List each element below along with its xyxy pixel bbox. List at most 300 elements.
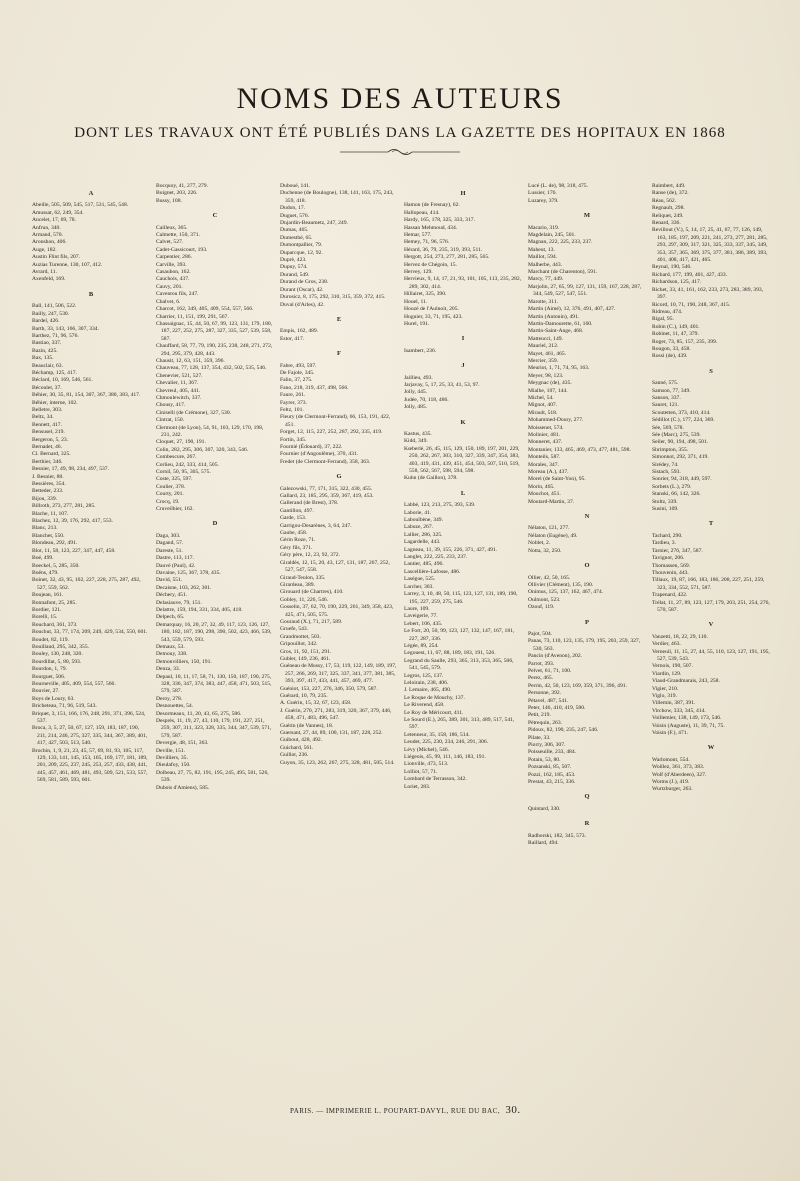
author-entry: Susini, 109. [652,506,679,513]
author-entry: Delattre, 159, 194, 331, 334, 405, 418. [156,606,243,613]
author-entry: Mialhe, 107, 144. [528,387,568,394]
author-entry: Bouillaud, 295, 342, 355. [32,643,90,650]
author-entry: Légée, 89, 254. [404,642,439,649]
author-entry: Hérard, 36, 79, 235, 319, 393, 511. [404,246,483,253]
author-entry: Bastiao, 337. [32,340,62,347]
author-entry: Nélaton (Eugène), 49. [528,532,578,539]
author-entry: Woillez, 361, 373, 383. [652,764,705,771]
author-entry: Girouard (de Chartres), 410. [280,589,344,596]
author-entry: Rossi (de), 439. [652,353,688,360]
author-entry: Charrier, 11, 151, 199, 291, 567. [156,313,229,320]
author-entry: Pancin (d'Avenon), 202. [528,653,583,660]
section-letter: F [337,350,341,358]
author-entry: Fredet (de Clermont-Ferrand), 358, 363. [280,458,371,465]
author-entry: Perrin, 42, 50, 123, 169, 359, 371, 396, 491. [528,682,627,689]
author-entry: Gubler, 149, 236, 461. [280,655,331,662]
author-entry: Garde, 153. [280,515,307,522]
author-entry: Béchamp, 125, 417. [32,369,77,376]
author-entry: Moutard-Martin, 37. [528,498,575,505]
author-entry: Demonvilliers, 150, 191. [156,658,212,665]
author-entry: Denza, 33. [156,666,181,673]
author-entry: Guersant, 27, 44, 89, 100, 131, 187, 228, 252. [280,730,383,737]
author-entry: Delpech, 65. [156,614,185,621]
author-entry: Berthier, 346. [32,458,63,465]
author-entry: Gosselin, 37, 62, 70, 190, 229, 261, 349, 358, 423, 425, 471, 505, 575. [280,604,394,618]
author-entry: Roger, 73, 85, 157, 235, 399. [652,338,718,345]
author-entry: Letenneur, 35, 158, 186, 514. [404,731,470,738]
author-entry: Larcher, 303. [404,583,434,590]
author-entry: Jaillieu, 493. [404,374,433,381]
author-entry: Langlet, 222, 225, 233, 237. [404,554,468,561]
author-entry: Warlomont, 554. [652,756,690,763]
author-entry: Guibout, 428, 492. [280,737,323,744]
author-entry: Austin Flint fils, 207. [32,254,81,261]
section-letter: P [585,618,589,626]
author-entry: Hervez de Chégoin, 15. [404,261,457,268]
author-entry: De Fajole, 345. [280,369,315,376]
author-entry: Raillard, 494. [528,840,559,847]
author-entry: Wolf (d'Aberdeen), 327. [652,771,707,778]
author-entry: Amussat, 62, 249, 354. [32,209,84,216]
author-entry: Beltz, 34. [32,414,54,421]
author-entry: Revillout (V.), 5, 14, 17, 25, 41, 67, 77, 126, 149, 163, 185, 197, 209, 221, 241, 273, 277, 281, 285, 293, 297, 309, 317, 321, 325, 333, 337, 345, 349, 353, 357, 365, 369, 375, 377, 381, 386, 389, 393, 401, 408, 417, 421, 465. [652,227,768,264]
author-entry: Ranse (de), 372. [652,190,689,197]
author-entry: Fournier (d'Angoulême), 370, 431. [280,451,359,458]
author-entry: Dieulafoy, 150. [156,762,191,769]
author-entry: Hervey, 129. [404,269,433,276]
author-entry: Vanzetti, 18, 22, 29, 110. [652,633,708,640]
author-entry: Blondeau, 292, 491. [32,540,78,547]
author-entry: Mercier, 359. [528,357,559,364]
author-entry: Coste, 325, 597. [156,476,193,483]
author-entry: Cauvy, 201. [156,283,183,290]
author-entry: Géry fils, 371. [280,544,313,551]
author-entry: Garrigou-Desarènes, 3, 64, 247. [280,522,352,529]
author-entry: Pidoux, 82, 190, 235, 247, 546. [528,727,599,734]
author-entry: Regnault, 298. [652,205,685,212]
author-entry: Noblet, 2. [528,540,551,547]
author-entry: Marchant (de Charenton), 591. [528,269,598,276]
author-entry: Gérin Roze, 71. [280,537,316,544]
author-entry: Marjolin, 27, 65, 99, 127, 131, 159, 167, 228, 287, 344, 549, 527, 547, 551. [528,283,642,298]
author-index [32,183,770,1103]
author-entry: Sédillot (C.), 177, 224, 369. [652,417,715,424]
author-entry: Seiler, 90, 194, 498, 501. [652,439,709,446]
author-entry: Bernadet, 46. [32,444,62,450]
author-entry: Maheut, 13. [528,246,555,253]
ornament-divider [340,146,460,158]
author-entry: Mirault, 518. [528,409,558,416]
author-entry: Beauclair, 63. [32,362,63,369]
index-column [280,183,398,1103]
author-entry: Colin, 282, 295, 306, 307, 320, 343, 546. [156,446,249,453]
author-entry: Desormeaux, 11, 20, 43, 65, 275, 586. [156,710,242,717]
author-entry: Personne, 392. [528,690,562,697]
author-entry: Gripouillot, 342. [280,641,318,648]
author-entry: Guillot, 236. [280,752,309,759]
section-letter: B [88,290,94,298]
author-entry: Bordier, 121. [32,606,62,613]
author-entry: Hergott, 254, 273, 277, 281, 285, 565. [404,254,490,261]
author-entry: Chevreul, 405, 441. [156,387,201,394]
author-entry: Viglo, 319. [652,693,677,699]
author-entry: Robin (C.), 149, 401. [652,323,700,330]
author-entry: Hemar, 577. [404,232,432,239]
author-entry: Monneret, 437. [528,439,563,446]
author-entry: Guérin (de Vannes), 18. [280,722,334,729]
author-entry: Hemey, 71, 96, 576. [404,239,450,246]
author-entry: Béhier, 30, 35, 81, 154, 307, 367, 380, 383, 417. [32,392,141,399]
author-entry: Bouley, 130, 248, 320. [32,651,83,658]
author-entry: Moreau (A.), 437. [528,469,569,476]
index-column [32,183,150,1103]
author-entry: Magdelain, 245, 501. [528,232,576,239]
author-entry: Bailly, 247, 530. [32,310,70,317]
author-entry: Jarjavay, 5, 17, 25, 33, 41, 53, 97. [404,381,480,388]
author-entry: Pelvet, 61, 71, 100. [528,667,572,674]
author-entry: Carpentier, 286. [156,254,192,261]
author-entry: Depaul, 10, 11, 17, 58, 71, 130, 150, 187, 190, 275, 328, 336, 347, 374, 383, 447, 458, 471, 503, 515, 579, 587. [156,673,272,695]
author-entry: Raimbert, 449. [652,183,686,189]
author-entry: Laure, 109. [404,605,430,612]
author-entry: Houzé de l'Aulnoit, 205. [404,306,459,313]
author-entry: Duprè, 423. [280,257,307,264]
author-entry: Peter, 146, 410, 419, 580. [528,705,586,711]
author-entry: Meyer, 98, 123. [528,372,564,379]
author-entry: Crocq, 19. [156,498,180,505]
author-entry: Kidd, 349. [404,438,428,445]
author-entry: Lascellière-Lafosse, 486. [404,568,461,575]
author-entry: Voisin (Auguste), 11, 39, 71, 75. [652,722,725,729]
author-entry: Dupuy, 574. [280,264,308,271]
author-entry: Rougon, 33, 458. [652,345,691,352]
author-entry: Calmette, 150, 371. [156,232,200,239]
author-entry: Bricheteau, 71, 96, 519, 543. [32,703,97,710]
author-entry: Réau, 562. [652,197,677,204]
author-entry: Luzarey, 379. [528,197,559,204]
author-entry: Voisin (F.), 471. [652,730,688,737]
author-entry: Magnan, 222, 225, 233, 237. [528,239,593,246]
author-entry: Dudon, 17. [280,205,306,212]
author-entry: Ball, 141, 506, 522. [32,303,77,310]
page-number: 30. [505,1104,521,1116]
author-entry: Verdier, 463. [652,641,681,648]
section-letter: A [88,190,94,197]
author-entry: Hallopeau, 414. [404,209,440,216]
author-entry: Pilate, 33. [528,734,551,741]
author-entry: Lolliot, 57, 71. [404,768,438,775]
author-entry: J. Lemaire, 465, 490. [404,687,452,694]
author-entry: Notta, 32, 250. [528,547,562,554]
author-entry: Reliquet, 249. [652,212,684,219]
author-entry: Legros, 125, 137. [404,672,444,679]
author-entry: Mouchot, 451. [528,491,561,498]
author-entry: J. Guérin, 270, 271, 283, 319, 320, 367, 379, 446, 458, 471, 483, 496, 547. [280,707,392,722]
author-entry: Chausit, 12, 63, 151, 359, 396. [156,357,225,364]
author-entry: Sée, 569, 578. [652,424,684,431]
author-entry: Gruefe, 543. [280,626,309,633]
author-entry: Leloirain, 238, 406. [404,679,449,686]
page-subtitle: DONT LES TRAVAUX ONT ÉTÉ PUBLIÉS DANS LA GAZETTE DES HOPITAUX EN 1868 [74,125,726,141]
author-entry: Quintard, 330. [528,805,561,812]
author-entry: Bax, 135. [32,355,54,362]
author-entry: Broca, 3, 5, 27, 50, 67, 127, 159, 183, 187, 190, 211, 214, 246, 275, 327, 335, 344, 367, 389, 401, 417, 427, 503, 513, 540. [32,725,148,747]
author-entry: Forget, 12, 115, 227, 252, 287, 292, 335, 419. [280,429,383,436]
author-entry: Cailleux, 365. [156,224,188,231]
author-entry: Combescure, 267. [156,454,197,461]
author-entry: Borelli, 15. [32,614,58,621]
author-entry: Lionville, 473, 513. [404,761,449,768]
author-entry: Bourguet, 506. [32,673,66,680]
author-entry: Villemin, 387, 391. [652,700,696,707]
author-entry: Liégeois, 45, 99, 111, 146, 183, 191. [404,754,486,761]
author-entry: Cl. Bernard, 325. [32,451,71,458]
author-entry: Leudet, 225, 230, 234, 246, 291, 306. [404,739,489,746]
author-entry: Guichard, 561. [280,744,314,751]
author-entry: Pétrequin, 263. [528,719,563,726]
author-entry: Rigal, 95. [652,316,674,323]
author-entry: Wurtzburger, 263. [652,786,693,793]
author-entry: Bennett, 417. [32,421,62,428]
section-letter: R [584,820,590,828]
author-entry: Gallard, 23, 185, 295, 359, 367, 419, 453. [280,493,374,500]
author-entry: Parrot, 393. [528,660,555,667]
author-entry: Dumas, 465. [280,227,309,234]
author-entry: Casaubon, 162. [156,269,191,276]
author-entry: Carville, 393. [156,261,187,268]
author-entry: Montanier, 133, 465, 469, 473, 477, 481, 598. [528,446,631,453]
author-entry: Martin-Damourette, 61, 160. [528,320,593,327]
author-entry: Laborie, 41. [404,509,432,516]
author-entry: Poisseuille, 233, 484. [528,749,577,756]
index-column [404,183,522,1103]
author-entry: Béhier, interne, 102. [32,399,78,406]
author-entry: Bourdon, 1, 79. [32,666,67,673]
author-entry: Deroy, 278. [156,695,183,702]
author-entry: Ozouf, 119. [528,604,555,611]
author-entry: Bouvier, 27. [32,688,60,695]
author-entry: Bussy, 108. [156,197,182,204]
author-entry: Samson, 77, 349. [652,387,691,394]
author-entry: Chenevier, 521, 527. [156,372,203,379]
author-entry: Blachez, 12, 39, 176, 292, 417, 553. [32,518,113,525]
author-entry: Perez, 465. [528,675,554,682]
author-entry: Prestat, 43, 215, 336. [528,779,576,786]
section-letter: V [708,621,714,629]
author-entry: Boys de Loury, 63. [32,695,75,702]
author-entry: Voillemier, 138, 149, 173, 546. [652,715,722,722]
author-entry: Ridreau, 474. [652,308,683,315]
author-entry: Bensusel, 219. [32,429,65,436]
author-entry: Jolly, 485. [404,404,428,411]
author-entry: Marcy, 77, 449. [528,276,564,283]
author-entry: Le Fort, 20, 50, 99, 123, 127, 132, 147, 167, 181, 227, 287, 336. [404,628,515,642]
author-entry: Daga, 303. [156,532,181,539]
author-entry: Stanski, 66, 142, 326. [652,491,701,498]
author-entry: Abeille, 505, 509, 545, 517, 531, 545, 548. [32,202,129,209]
author-entry: Pozsanski, 85, 507. [528,764,572,771]
author-entry: Cornil, 50, 95, 305, 575. [156,469,211,476]
author-entry: Sonrier, 94, 318, 449, 597. [652,476,712,483]
section-letter: L [460,489,466,497]
author-entry: Ricord, 10, 71, 190, 248, 367, 415. [652,301,731,308]
author-entry: Chauveau, 77, 128, 137, 354, 432, 502, 535, 546. [156,365,267,372]
author-entry: Davaine, 125, 367, 378, 435. [156,569,221,576]
author-entry: Bardel, 426. [32,318,60,325]
author-entry: Clermont (de Lyon), 54, 91, 103, 129, 170, 198, 231, 242. [156,424,264,438]
section-letter: S [709,367,713,375]
author-entry: Mohammed-Doury, 277. [528,417,584,424]
author-entry: Guéniot, 153, 227, 276, 346, 350, 579, 587. [280,685,378,692]
author-entry: Boé, 499. [32,555,54,562]
author-entry: Déchery, 451. [156,592,188,599]
author-entry: Morel (de Saint-Yon), 95. [528,476,586,483]
author-entry: Sorbets (L.), 279. [652,483,692,490]
author-entry: Coulier, 378. [156,483,186,490]
author-entry: Laveigerie, 77. [404,613,438,620]
index-column [652,183,770,1103]
author-entry: Bonnafont, 25, 285. [32,599,77,606]
author-entry: Matteucci, 149. [528,335,563,342]
author-entry: Malherbe, 443. [528,261,563,268]
author-entry: Dagand, 57. [156,540,184,547]
author-entry: Bouchut, 33, 77, 174, 209, 249, 429, 534, 550, 601. [32,629,148,636]
author-entry: Bouchard, 361, 373. [32,621,78,628]
author-entry: Morales, 347. [528,461,559,468]
author-entry: Jolly, 445. [404,389,428,396]
author-entry: Billroth, 273, 277, 281, 285. [32,503,96,510]
author-entry: Onimus, 125, 137, 162, 467, 474. [528,589,604,596]
author-entry: Worms (J.), 419. [652,779,690,786]
author-entry: Sistach, 593. [652,469,681,476]
author-entry: Galezowski, 77, 171, 315, 322, 430, 455. [280,485,373,492]
author-entry: Sanson, 337. [652,394,681,401]
author-entry: Martin (Aimé), 12, 376, 491, 407, 427. [528,306,616,313]
author-entry: Hurel, 191. [404,320,430,327]
author-entry: A. Guérin, 15, 32, 67, 123, 458. [280,700,352,707]
author-entry: Chauffard, 58, 77, 79, 190, 235, 238, 248, 271, 272, 294, 295, 379, 428, 443. [156,343,273,357]
author-entry: Lucé (L. de), 98, 318, 475. [528,183,588,189]
author-entry: Chevalier, 11, 367. [156,380,199,387]
author-entry: Huguier, 33, 71, 195, 423. [404,313,463,320]
author-entry: Nélaton, 121, 277. [528,525,570,532]
author-entry: Barth, 33, 143, 166, 307, 334. [32,325,99,332]
section-letter: W [707,744,715,752]
author-entry: Dolbeau, 27, 75, 82, 191, 195, 245, 495, 501, 526, 539. [156,769,269,784]
author-entry: Martin-Saint-Ange, 468. [528,328,584,335]
author-entry: Cloquet, 27, 190, 191. [156,439,206,446]
author-entry: Gros, 11, 92, 151, 291. [280,648,332,655]
author-entry: Martin (Antonin), 491. [528,313,580,320]
author-entry: Barthez, 71, 96, 576. [32,332,79,339]
author-entry: Dubois d'Amiens), 585. [156,784,210,791]
author-entry: Meygnac (de), 435. [528,380,572,387]
author-entry: Dauvé (Paul), 42. [156,562,196,569]
author-entry: Faure, 261. [280,392,306,399]
author-entry: Auge, 182. [32,246,57,253]
author-entry: Blanchet, 550. [32,532,65,539]
author-entry: Lombard de Terrasson, 342. [404,776,467,783]
author-entry: Stoltz, 339. [652,498,678,505]
section-letter: G [336,473,342,481]
author-entry: Sée (Marc), 275, 539. [652,432,701,438]
author-entry: Panas, 73, 110, 123, 135, 179, 195, 203, 259, 327, 530, 563. [528,638,641,652]
author-entry: Maillot, 594. [528,254,558,261]
author-entry: Blanc, 213. [32,525,58,532]
footer-imprint: PARIS. — IMPRIMERIE L. POUPART-DAVYL, RUE DU BAC, [290,1107,501,1115]
author-entry: Judée, 70, 118, 486. [404,396,449,403]
author-entry: Labuze, 267. [404,524,434,531]
author-entry: Vigier, 210. [652,685,679,692]
author-entry: Besnier, 17, 49, 98, 234, 497, 537. [32,466,109,473]
footer [290,1104,550,1116]
author-entry: Simonnot, 292, 371, 419. [652,454,709,461]
author-entry: Le Sourd (E.), 265, 389, 301, 313, 489, 517, 541, 597. [404,717,515,731]
author-entry: Sauret, 121. [652,402,679,409]
author-entry: Trapenard, 422. [652,592,688,599]
author-entry: Bourdillat, 5, 80, 593. [32,658,82,665]
author-entry: Giraud-Teulon, 335. [280,574,326,581]
author-entry: Briquet, 3, 151, 166, 176, 248, 291, 371, 396, 524, 537. [32,710,146,725]
author-entry: Scoutetten, 373, 410, 414. [652,409,711,416]
author-entry: Houel, 11. [404,298,428,305]
author-entry: Hamon (de Fresnay), 62. [404,202,460,209]
author-entry: Duparcque, 12, 92. [280,249,323,256]
author-entry: Devergie, 48, 151, 363. [156,740,209,747]
page-title: NOMS DES AUTEURS [236,82,564,115]
author-entry: Petit, 219. [528,712,551,719]
author-entry: Gantillon, 497. [280,507,314,514]
section-letter: O [584,562,590,570]
author-entry: Boudet, 82, 119. [32,636,69,643]
index-column [156,183,274,1103]
author-entry: Tachard, 290. [652,532,683,539]
author-entry: Fournié (Édouard), 37, 222. [280,444,343,450]
author-entry: Boëns, 479. [32,569,59,576]
author-entry: Dumontpallier, 79. [280,242,323,249]
author-entry: Guéneau de Mussy, 17, 53, 119, 122, 149, 189, 197, 257, 266, 269, 317, 325, 337, 341, 377, 381, 385, 393, 397, 417, 433, 441, 457, 469, 477. [280,663,397,685]
author-entry: Girardeau, 389. [280,581,315,588]
author-entry: Kœberlé, 26, 45, 115, 129, 150, 189, 197, 201, 229, 250, 262, 267, 303, 310, 327, 339, 347, 354, 383, 403, 419, 431, 439, 451, 454, 503, 507, 510, 519, 558, 562, 567, 598, 594, 598. [404,445,520,474]
author-entry: Pajot, 504. [528,630,553,637]
author-entry: Dastre, 113, 117. [156,555,194,562]
author-entry: Lallier, 286, 325. [404,531,443,538]
author-entry: Renard, 336. [652,220,681,227]
author-entry: Ollivier (Clément), 135, 190. [528,581,594,588]
section-letter: H [460,190,466,197]
author-entry: Aronshon, 406. [32,239,67,246]
author-entry: Dujardin-Beaumetz, 247, 249. [280,220,348,227]
author-entry: Ollier, 42, 50, 165. [528,574,571,581]
author-entry: Vernois, 190, 507. [652,663,693,670]
author-entry: Molinier, 481. [528,432,560,438]
author-entry: Thomassen, 569. [652,562,691,569]
author-entry: Thouvenin, 443. [652,569,689,576]
author-entry: Hardy, 165, 178, 325, 333, 317. [404,217,475,224]
author-entry: Legouest, 11, 67, 88, 189, 183, 191, 526. [404,650,496,657]
author-entry: Boeckel, 5, 285, 350. [32,562,80,569]
author-entry: Duboué, 141. [280,183,311,189]
author-entry: Belletre, 303. [32,406,63,413]
author-entry: Delasiauve, 79, 151. [156,599,202,606]
author-entry: Viaud-Grandmarais, 243, 258. [652,678,720,685]
author-entry: Le Riverend, 458. [404,702,445,709]
author-entry: Béclard, 10, 169, 546, 561. [32,377,93,384]
author-entry: Gaube, 458. [280,530,308,537]
author-entry: Cadet-Gassicourt, 193. [156,246,208,253]
author-entry: Oulmont, 523. [528,596,561,603]
author-entry: Laboulbène, 349. [404,517,443,524]
